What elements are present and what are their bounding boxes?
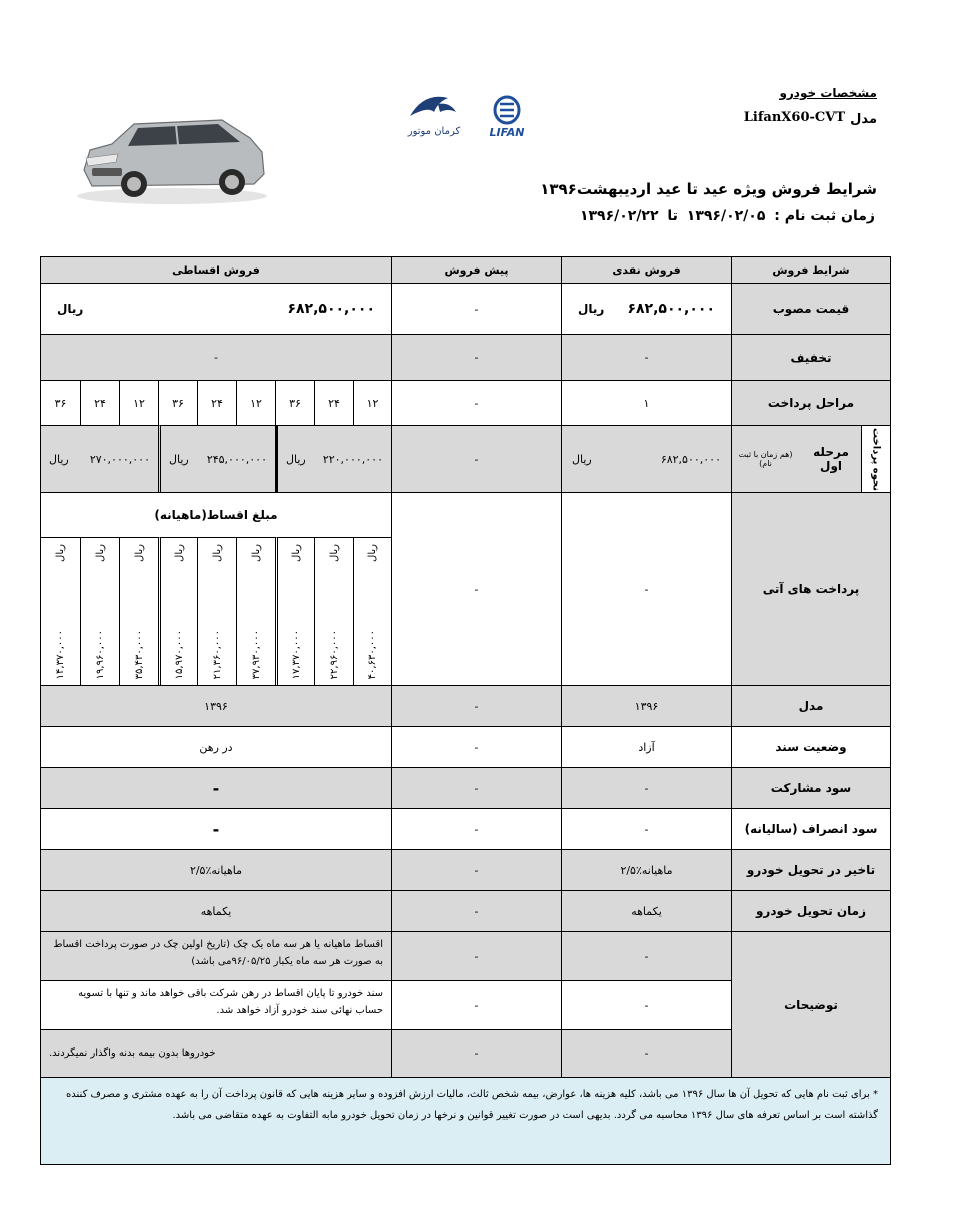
cash-doc-status: آزاد <box>561 726 732 768</box>
footer-note: * برای ثبت نام هایی که تحویل آن ها سال ۱۳۹۶ می باشد، کلیه هزینه ها، عوارض، بیمه شخص ثالث، مالیات ارزش افزوده و سایر هزینه هایی که قانون پرداخت آن را به عهده مشتری و مصرف کننده گذاشته است بر اساس تعرفه های سال ۱۳۹۶ محاسبه می گردد. بدیهی است در صورت تغییر قوانین و نرخها در زمان تحویل خودرو مابه التفاوت به عهده متقاضی می باشد. <box>40 1077 891 1165</box>
inst-stage-8: ۲۴ <box>80 380 120 426</box>
lifan-logo <box>478 94 536 140</box>
monthly-cell-9: ریال ۱۴,۳۷۰,۰۰۰ <box>40 537 81 686</box>
pre-price: - <box>391 283 562 335</box>
inst-stage-6: ۳۶ <box>158 380 198 426</box>
pre-stages: - <box>391 380 562 426</box>
header-installment: فروش اقساطی <box>40 256 392 284</box>
installment-note-3: خودروها بدون بیمه بدنه واگذار نمیگردند. <box>40 1029 392 1078</box>
inst-stage-3: ۳۶ <box>275 380 315 426</box>
pre-cancel: - <box>391 808 562 850</box>
installment-delivery: یکماهه <box>40 890 392 932</box>
cash-note-2: - <box>561 980 732 1030</box>
cash-price-unit: ریال <box>578 302 605 316</box>
cash-delivery: یکماهه <box>561 890 732 932</box>
cash-price-cell <box>561 283 732 335</box>
pre-first: - <box>391 425 562 493</box>
label-notes: توضیحات <box>731 931 891 1078</box>
installment-doc-status: در رهن <box>40 726 392 768</box>
pre-discount: - <box>391 334 562 381</box>
pre-note-3: - <box>391 1029 562 1078</box>
monthly-cell-5: ریال ۲۱,۳۶۰,۰۰۰ <box>197 537 237 686</box>
installment-note-1: اقساط ماهیانه یا هر سه ماه یک چک (تاریخ اولین چک در صورت پرداخت اقساط به صورت هر سه ماه یکبار ۹۶/۰۵/۲۵می باشد) <box>40 931 392 981</box>
monthly-cell-1: ریال ۴۰,۶۳۰,۰۰۰ <box>353 537 392 686</box>
monthly-cell-6: ریال ۱۵,۹۷۰,۰۰۰ <box>158 537 198 686</box>
monthly-cell-8: ریال ۱۹,۹۶۰,۰۰۰ <box>80 537 120 686</box>
label-model: مدل <box>731 685 891 727</box>
cash-note-1: - <box>561 931 732 981</box>
inst-stage-7: ۱۲ <box>119 380 159 426</box>
inst-stage-9: ۳۶ <box>40 380 81 426</box>
installment-cancel: - <box>40 808 392 850</box>
pre-note-2: - <box>391 980 562 1030</box>
label-future-payments: پرداخت های آتی <box>731 492 891 686</box>
cash-model: ۱۳۹۶ <box>561 685 732 727</box>
model-value: LifanX60-CVT <box>743 110 845 125</box>
cash-delay: ۲/۵٪ماهیانه <box>561 849 732 891</box>
label-partnership: سود مشارکت <box>731 767 891 809</box>
inst-stage-4: ۱۲ <box>236 380 276 426</box>
monthly-cell-3: ریال ۱۷,۳۷۰,۰۰۰ <box>275 537 315 686</box>
pre-model: - <box>391 685 562 727</box>
installment-model: ۱۳۹۶ <box>40 685 392 727</box>
installment-price: ۶۸۲,۵۰۰,۰۰۰ <box>287 301 375 317</box>
installment-discount: - <box>40 334 392 381</box>
svg-text:کرمان موتور: کرمان موتور <box>407 126 461 137</box>
label-discount: تخفیف <box>731 334 891 381</box>
installment-price-cell <box>40 283 392 335</box>
label-delay: تاخیر در تحویل خودرو <box>731 849 891 891</box>
pre-future: - <box>391 492 562 686</box>
installment-price-unit: ریال <box>57 302 84 316</box>
kerman-motor-logo <box>404 90 464 138</box>
specs-title: مشخصات خودرو <box>779 86 877 100</box>
installment-partnership: - <box>40 767 392 809</box>
label-payment-group: نحوه پرداخت <box>861 425 891 493</box>
inst-stage-2: ۲۴ <box>314 380 354 426</box>
label-cancel: سود انصراف (سالیانه) <box>731 808 891 850</box>
monthly-cell-7: ریال ۳۵,۴۳۰,۰۰۰ <box>119 537 159 686</box>
monthly-title: مبلغ اقساط(ماهیانه) <box>40 492 392 538</box>
inst-first-cell-3: ۲۷۰,۰۰۰,۰۰۰ ریال <box>40 425 159 493</box>
label-delivery: زمان تحویل خودرو <box>731 890 891 932</box>
cash-discount: - <box>561 334 732 381</box>
installment-note-2: سند خودرو تا پایان اقساط در رهن شرکت باقی خواهد ماند و تنها با تسویه حساب نهائی سند خودرو آزاد خواهد شد. <box>40 980 392 1030</box>
cash-stages: ۱ <box>561 380 732 426</box>
monthly-cell-4: ریال ۳۷,۹۳۰,۰۰۰ <box>236 537 276 686</box>
cash-partnership: - <box>561 767 732 809</box>
inst-stage-5: ۲۴ <box>197 380 237 426</box>
cash-first-cell <box>561 425 732 493</box>
label-doc-status: وضعیت سند <box>731 726 891 768</box>
header-conditions: شرایط فروش <box>731 256 891 284</box>
inst-first-cell-2: ۲۴۵,۰۰۰,۰۰۰ ریال <box>158 425 276 493</box>
cash-first-amount: ۶۸۲,۵۰۰,۰۰۰ <box>660 452 721 466</box>
registration-period: زمان ثبت نام : ۱۳۹۶/۰۲/۰۵ تا ۱۳۹۶/۰۲/۲۲ <box>579 208 875 224</box>
label-first-stage: مرحله اول (هم زمان با ثبت نام) <box>731 425 862 493</box>
inst-first-cell-1: ۲۲۰,۰۰۰,۰۰۰ ریال <box>275 425 392 493</box>
label-stages: مراحل پرداخت <box>731 380 891 426</box>
inst-stage-1: ۱۲ <box>353 380 392 426</box>
model-label: مدل <box>850 112 877 127</box>
conditions-title: شرایط فروش ویژه عید تا عید اردیبهشت۱۳۹۶ <box>540 180 877 198</box>
pre-partnership: - <box>391 767 562 809</box>
cash-future: - <box>561 492 732 686</box>
cash-note-3: - <box>561 1029 732 1078</box>
monthly-cell-2: ریال ۲۲,۹۶۰,۰۰۰ <box>314 537 354 686</box>
cash-cancel: - <box>561 808 732 850</box>
installment-delay: ۲/۵٪ماهیانه <box>40 849 392 891</box>
header-cash: فروش نقدی <box>561 256 732 284</box>
pre-doc-status: - <box>391 726 562 768</box>
pre-note-1: - <box>391 931 562 981</box>
cash-price: ۶۸۲,۵۰۰,۰۰۰ <box>627 301 715 317</box>
header-pre: پیش فروش <box>391 256 562 284</box>
label-approved-price: قیمت مصوب <box>731 283 891 335</box>
pre-delay: - <box>391 849 562 891</box>
cash-first-unit: ریال <box>572 452 592 466</box>
pre-delivery: - <box>391 890 562 932</box>
svg-text:LIFAN: LIFAN <box>489 126 525 139</box>
car-image <box>72 108 272 208</box>
